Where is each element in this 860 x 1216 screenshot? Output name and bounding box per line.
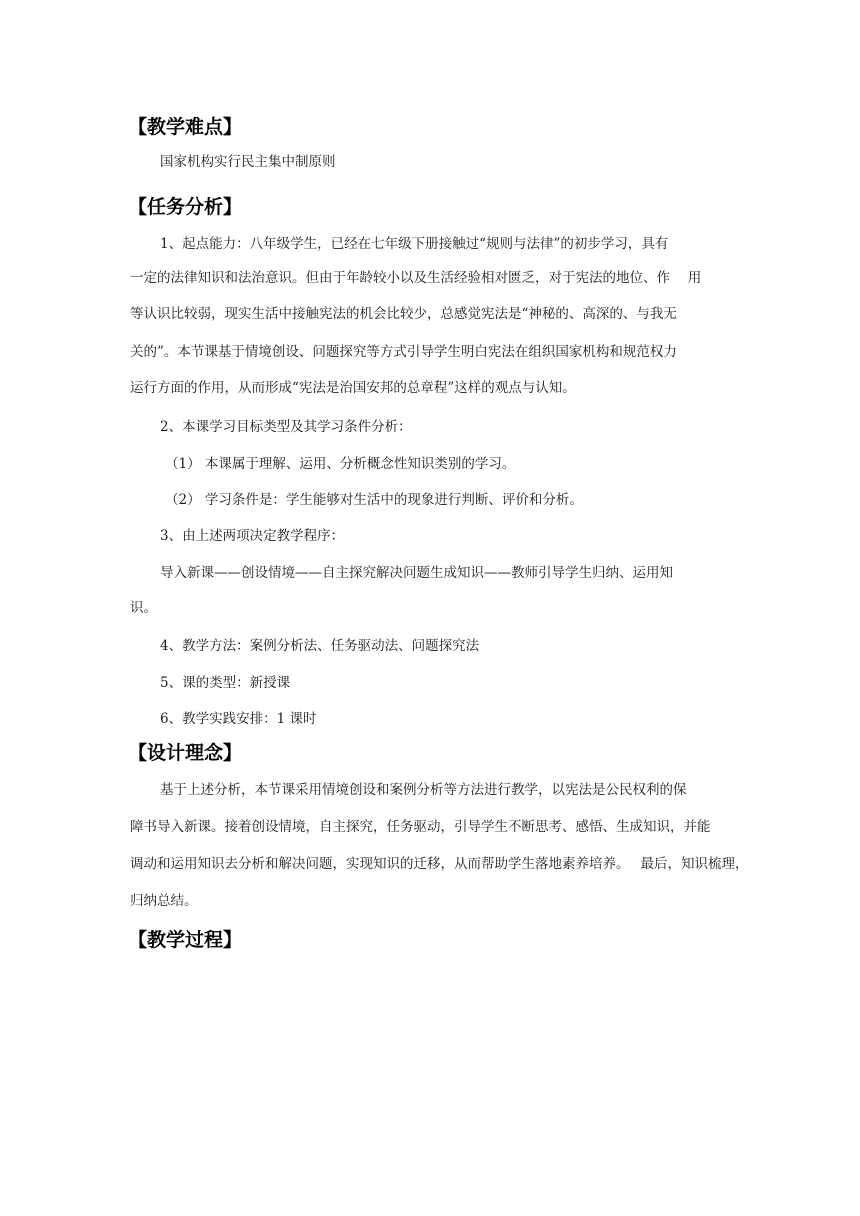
difficulty-text: 国家机构实行民主集中制原则: [160, 154, 336, 170]
task-line-4: 关的”。本节课基于情境创设、问题探究等方式引导学生明白宪法在组织国家机构和规范权力: [130, 344, 677, 360]
design-line-2: 障书导入新课。接着创设情境，自主探究，任务驱动，引导学生不断思考、感悟、生成知识，并能: [130, 819, 711, 835]
task-line-7: （1） 本课属于理解、运用、分析概念性知识类别的学习。: [165, 456, 516, 472]
task-line-8: （2） 学习条件是：学生能够对生活中的现象进行判断、评价和分析。: [165, 492, 583, 508]
task-line-5: 运行方面的作用，从而形成“宪法是治国安邦的总章程”这样的观点与认知。: [130, 380, 576, 396]
heading-task-analysis: 【任务分析】: [128, 196, 243, 218]
design-line-4: 归纳总结。: [130, 893, 198, 909]
design-line-3: 调动和运用知识去分析和解决问题，实现知识的迁移，从而帮助学生落地素养培养。 最后，知识梳理，: [130, 856, 749, 872]
task-line-9: 3、由上述两项决定教学程序：: [160, 528, 345, 544]
task-line-6: 2、本课学习目标类型及其学习条件分析：: [160, 419, 412, 435]
heading-design-concept: 【设计理念】: [128, 742, 243, 764]
task-line-13: 5、课的类型：新授课: [160, 675, 291, 691]
task-line-2: 一定的法律知识和法治意识。但由于年龄较小以及生活经验相对匮乏，对于宪法的地位、作 用: [130, 270, 702, 286]
task-line-1: 1、起点能力：八年级学生，已经在七年级下册接触过“规则与法律”的初步学习，具有: [160, 236, 669, 252]
heading-teaching-difficulty: 【教学难点】: [128, 116, 243, 138]
heading-teaching-process: 【教学过程】: [128, 929, 243, 951]
task-line-12: 4、教学方法：案例分析法、任务驱动法、问题探究法: [160, 638, 480, 654]
task-line-14: 6、教学实践安排：1 课时: [160, 711, 317, 727]
task-line-10: 导入新课——创设情境——自主探究解决问题生成知识——教师引导学生归纳、运用知: [160, 565, 673, 581]
design-line-1: 基于上述分析，本节课采用情境创设和案例分析等方法进行教学，以宪法是公民权利的保: [160, 782, 687, 798]
task-line-3: 等认识比较弱，现实生活中接触宪法的机会比较少，总感觉宪法是“神秘的、高深的、与我无: [130, 306, 677, 322]
task-line-11: 识。: [130, 600, 157, 616]
